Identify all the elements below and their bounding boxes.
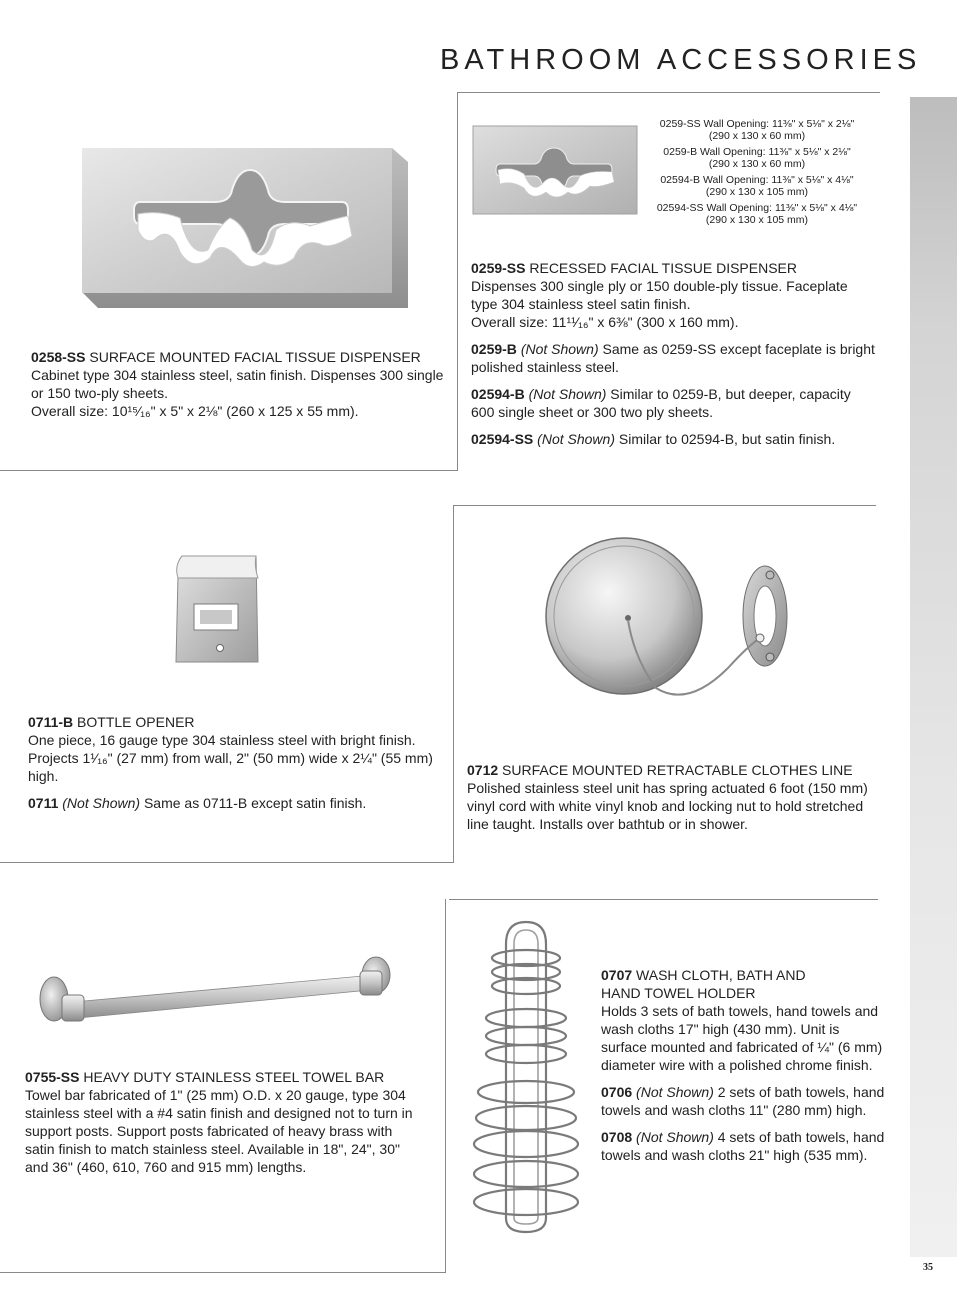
product-name: RECESSED FACIAL TISSUE DISPENSER xyxy=(529,260,798,276)
variant-code: 0711 xyxy=(28,795,59,811)
divider xyxy=(445,899,446,1272)
spec-line: (290 x 130 x 105 mm) xyxy=(705,186,809,198)
page-title: BATHROOM ACCESSORIES xyxy=(440,44,922,76)
spec-line: 0259-B Wall Opening: 11⅜" x 5⅛" x 2⅛" xyxy=(663,146,851,158)
variant-text: 2 sets of bath towels, hand towels and wash cloths 11" (280 mm) high. xyxy=(601,1084,885,1118)
spec-line: 02594-SS Wall Opening: 11⅜" x 5⅛" x 4⅛" xyxy=(656,202,858,214)
towel-bar-image xyxy=(34,955,414,1035)
spec-line: (290 x 130 x 105 mm) xyxy=(705,214,809,226)
variant-code: 0706 xyxy=(601,1084,633,1100)
product-name: SURFACE MOUNTED FACIAL TISSUE DISPENSER xyxy=(89,349,421,365)
divider xyxy=(0,470,458,471)
variant-note: (Not Shown) xyxy=(62,795,141,811)
product-code: 0755-SS xyxy=(25,1069,80,1085)
variant-note: (Not Shown) xyxy=(636,1084,714,1100)
divider xyxy=(449,899,878,900)
product-code: 0258-SS xyxy=(31,349,86,365)
divider xyxy=(457,92,458,470)
variant-code: 02594-B xyxy=(471,386,525,402)
variant-text: Similar to 02594-B, but satin finish. xyxy=(618,431,836,447)
product-description: One piece, 16 gauge type 304 stainless steel with bright finish. Projects 1¹⁄₁₆" (27 mm) from wall, 2" (50 mm) wide x 2¼" (55 mm) high. xyxy=(28,732,433,784)
spec-line: 0259-SS Wall Opening: 11⅜" x 5⅛" x 2⅛" xyxy=(659,118,855,130)
product-0712-block xyxy=(467,761,879,833)
page-edge-tab xyxy=(910,97,957,1257)
variant-note: (Not Shown) xyxy=(537,431,615,447)
spec-line: (290 x 130 x 60 mm) xyxy=(708,158,806,170)
product-description: Holds 3 sets of bath towels, hand towels and wash cloths 17" high (430 mm). Unit is surface mounted and fabricated of ¼" (6 mm) diameter wire with a polished chrome finish. xyxy=(601,1003,883,1073)
product-name: HEAVY DUTY STAINLESS STEEL TOWEL BAR xyxy=(83,1069,385,1085)
variant-code: 0708 xyxy=(601,1129,633,1145)
product-description: Towel bar fabricated of 1" (25 mm) O.D. x 20 gauge, type 304 stainless steel with a #4 satin finish and designed not to turn in support posts. Support posts fabricated of heavy brass with satin finish to match stainless steel. Available in 18", 24", 30" and 36" (460, 610, 760 and 915 mm) lengths. xyxy=(25,1087,413,1175)
retractable-clothes-line-image xyxy=(538,538,798,708)
wall-opening-specs xyxy=(637,118,877,226)
variant-text: Similar to 0259-B, but deeper, capacity 600 single sheet or 300 two ply sheets. xyxy=(471,386,851,420)
product-description: Dispenses 300 single ply or 150 double-ply tissue. Faceplate type 304 stainless steel satin finish. xyxy=(471,278,848,312)
product-0755-block xyxy=(25,1068,425,1176)
product-name: SURFACE MOUNTED RETRACTABLE CLOTHES LINE xyxy=(502,762,853,778)
divider xyxy=(0,862,454,863)
product-0711-block xyxy=(28,713,440,812)
product-description: Cabinet type 304 stainless steel, satin finish. Dispenses 300 single or 150 two-ply sheets. xyxy=(31,367,444,401)
product-code: 0259-SS xyxy=(471,260,526,276)
product-name: HAND TOWEL HOLDER xyxy=(601,985,756,1001)
variant-code: 0259-B xyxy=(471,341,517,357)
spec-line: (290 x 130 x 60 mm) xyxy=(708,130,806,142)
divider xyxy=(453,505,876,506)
product-0258-block xyxy=(31,348,446,420)
product-code: 0711-B xyxy=(28,714,74,730)
variant-text: Same as 0711-B except satin finish. xyxy=(143,795,367,811)
page-number: 35 xyxy=(923,1262,933,1273)
product-0259-block xyxy=(471,259,876,448)
product-name: WASH CLOTH, BATH AND xyxy=(636,967,806,983)
variant-note: (Not Shown) xyxy=(636,1129,714,1145)
product-name: BOTTLE OPENER xyxy=(77,714,195,730)
product-code: 0712 xyxy=(467,762,499,778)
recessed-tissue-dispenser-image xyxy=(472,122,640,218)
surface-tissue-dispenser-image xyxy=(80,140,410,310)
variant-text: Same as 0259-SS except faceplate is bright polished stainless steel. xyxy=(471,341,875,375)
variant-note: (Not Shown) xyxy=(520,341,599,357)
product-description: Polished stainless steel unit has spring actuated 6 foot (150 mm) vinyl cord with white vinyl knob and locking nut to hold stretched line taught. Installs over bathtub or in shower. xyxy=(467,780,868,832)
product-size: Overall size: 11¹¹⁄₁₆" x 6⅜" (300 x 160 mm). xyxy=(471,314,739,330)
divider xyxy=(453,505,454,863)
bottle-opener-image xyxy=(172,552,262,664)
towel-holder-image xyxy=(468,918,586,1236)
variant-code: 02594-SS xyxy=(471,431,534,447)
spec-line: 02594-B Wall Opening: 11⅜" x 5⅛" x 4⅛" xyxy=(660,174,854,186)
product-0707-block xyxy=(601,966,886,1164)
product-code: 0707 xyxy=(601,967,633,983)
variant-note: (Not Shown) xyxy=(528,386,607,402)
variant-text: 4 sets of bath towels, hand towels and wash cloths 21" high (535 mm). xyxy=(601,1129,885,1163)
divider xyxy=(0,1272,446,1273)
divider xyxy=(457,92,880,93)
product-size: Overall size: 10¹⁵⁄₁₆" x 5" x 2⅛" (260 x 125 x 55 mm). xyxy=(31,403,359,419)
